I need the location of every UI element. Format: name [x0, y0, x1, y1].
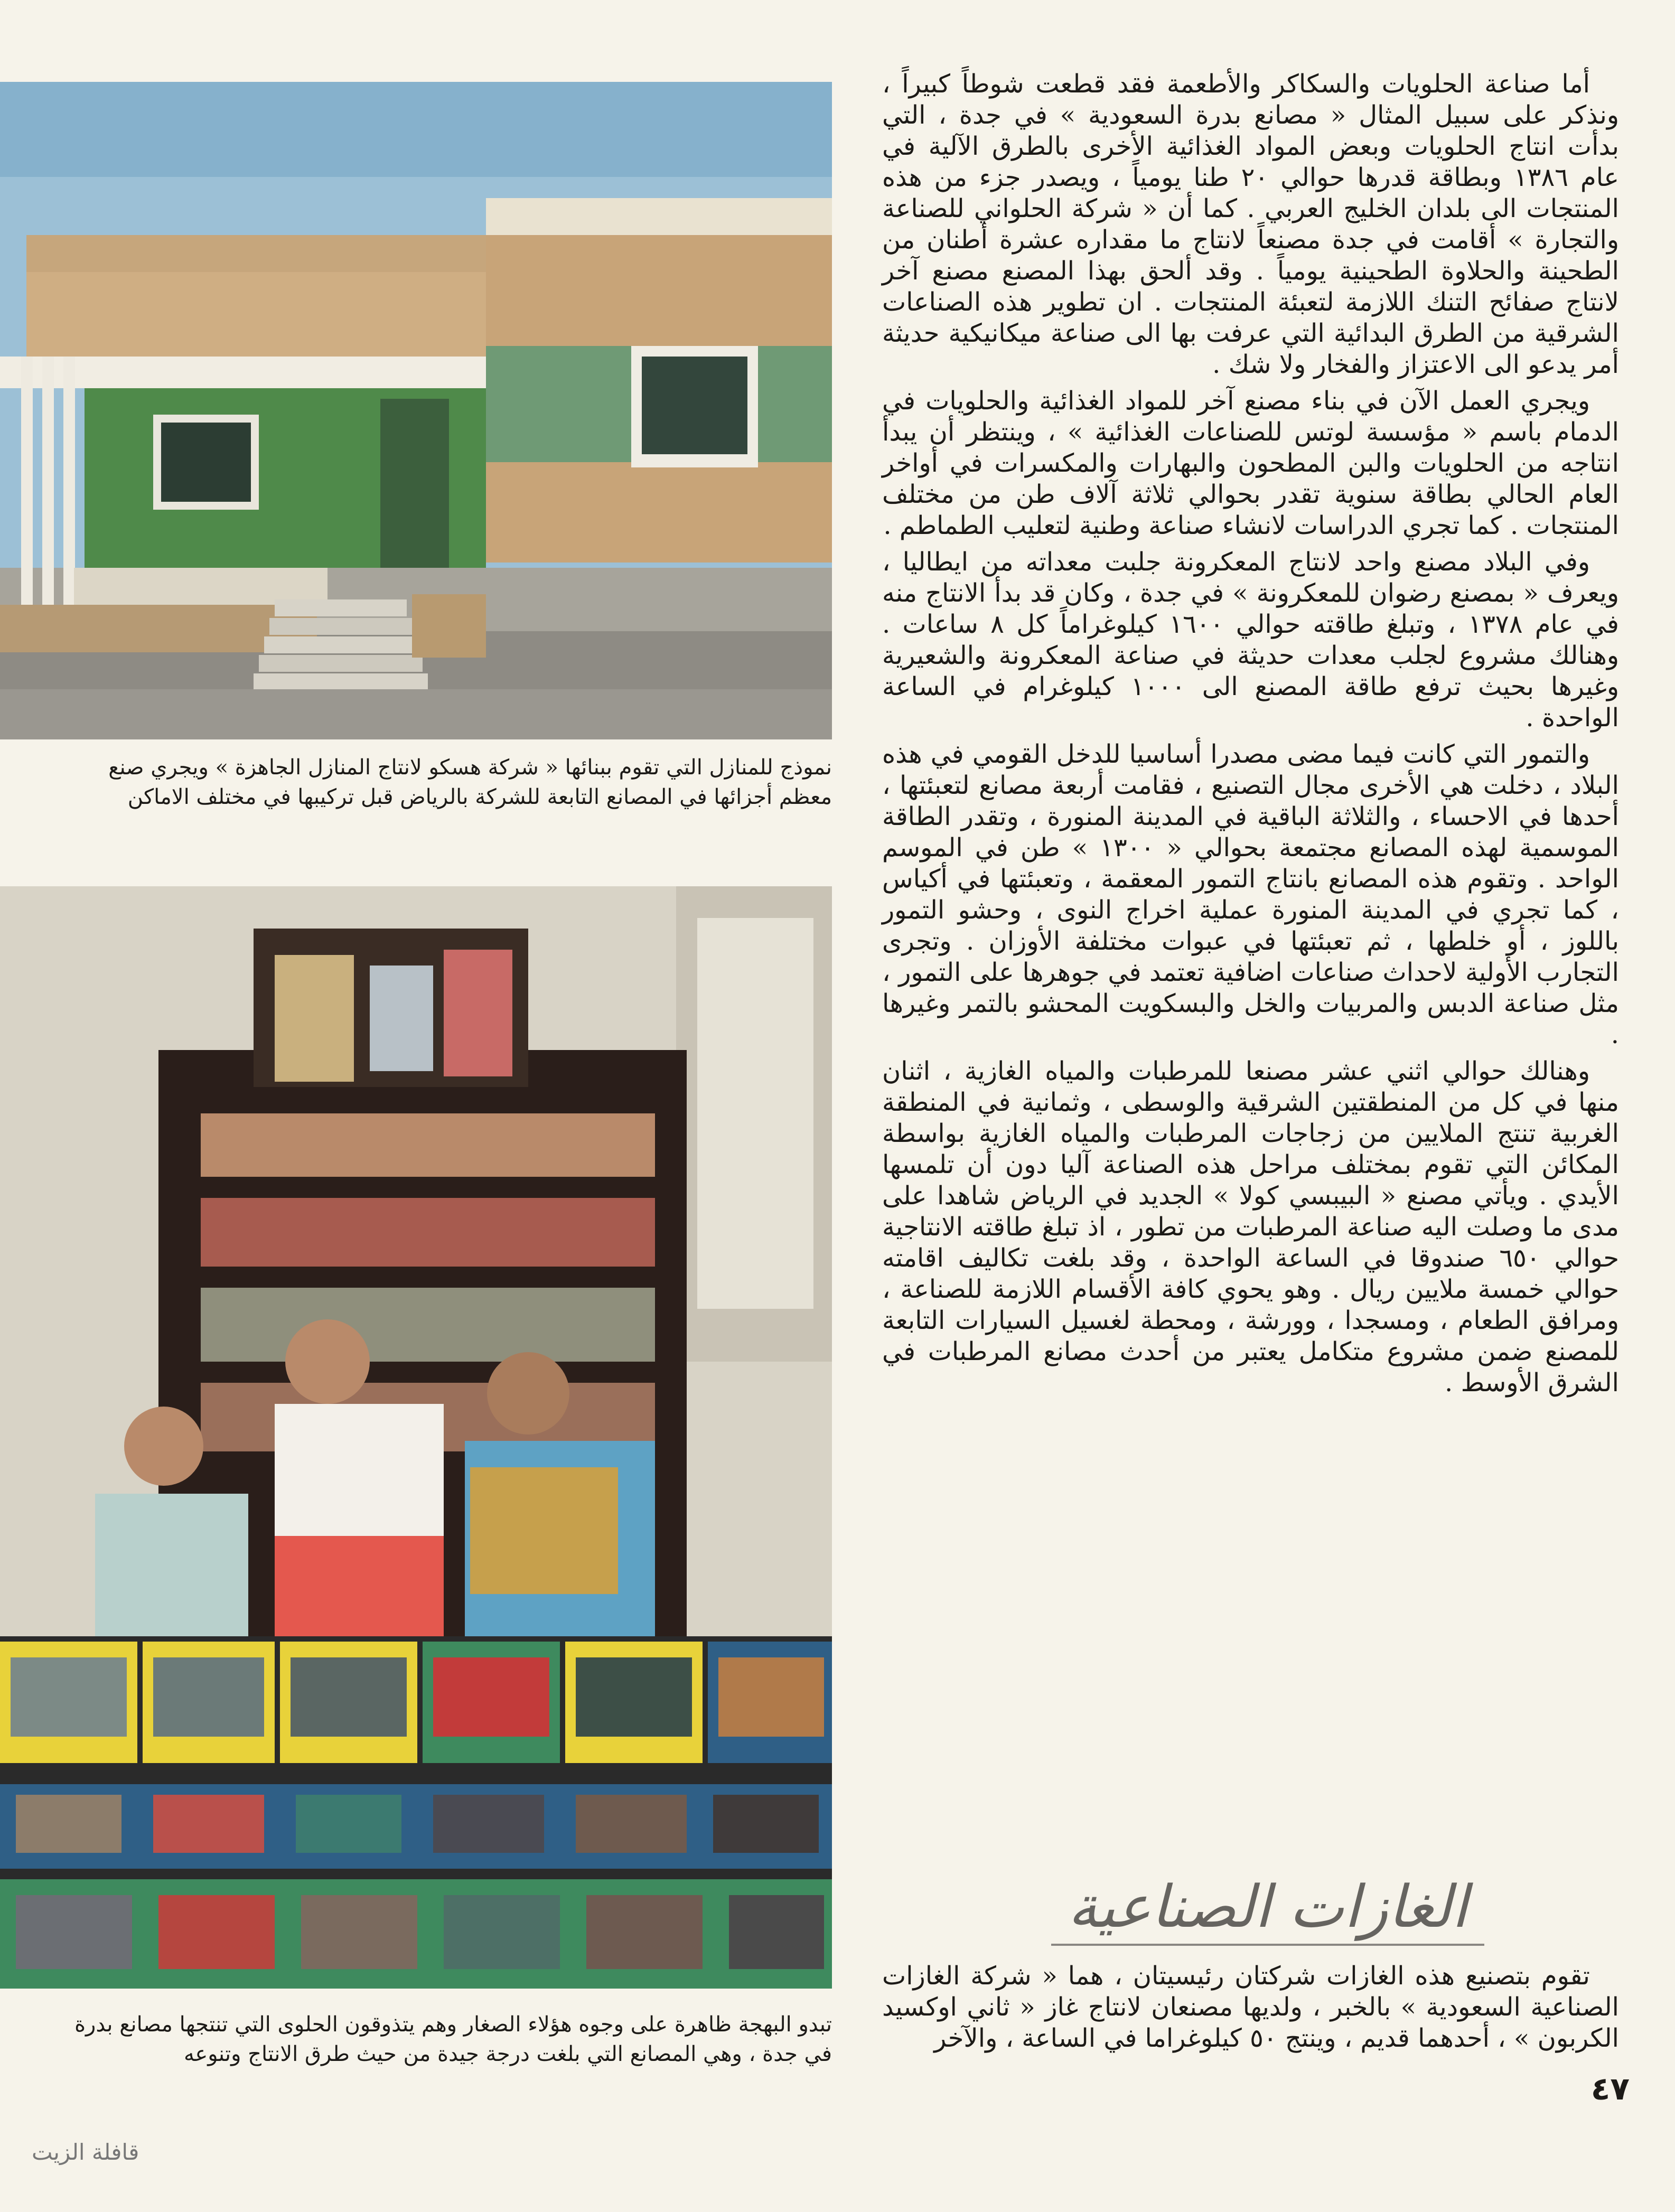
article-paragraph: والتمور التي كانت فيما مضى مصدرا أساسيا للدخل القومي في هذه البلاد ، دخلت هي الأخرى مجال التصنيع ، فقامت أربعة مصانع لتعبئتها ، أحدها في الاحساء ، والثلاثة الباقية في المدينة المنورة ، وتقدر الطاقة الموسمية لهذه المصانع مجتمعة بحوالي « ١٣٠٠ » طن في الموسم الواحد . وتقوم هذه المصانع بانتاج التمور المعقمة ، وتعبئتها في أكياس ، كما تجري في المدينة المنورة عملية اخراج النوى ، وحشو التمور باللوز ، أو خلطها ، ثم تعبئتها في عبوات مختلفة الأوزان . وتجرى التجارب الأولية لاحداث صناعات اضافية تعتمد في جوهرها على التمور ، مثل صناعة الدبس والمربيات والخل والبسكويت المحشو بالتمر وغيرها .: [882, 739, 1620, 1049]
article-paragraph: تقوم بتصنيع هذه الغازات شركتان رئيسيتان ، هما « شركة الغازات الصناعية السعودية » بالخبر ، ولديها مصنعان لانتاج غاز « ثاني اوكسيد الكربون » ، أحدهما قديم ، وينتج ٥٠ كيلوغراما في الساعة ، والآخر: [882, 1961, 1619, 2053]
article-paragraph: ويجري العمل الآن في بناء مصنع آخر للمواد الغذائية والحلويات في الدمام باسم « مؤسسة لوتس للصناعات الغذائية » ، وينتظر أن يبدأ انتاجه من الحلويات والبن المطحون والبهارات والمكسرات في أواخر العام الحالي بطاقة سنوية تقدر بحوالي ثلاثة آلاف طن من مختلف المنتجات . كما تجري الدراسات لانشاء صناعة وطنية لتعليب الطماطم .: [882, 386, 1619, 540]
page-number: ٤٧: [1590, 2070, 1630, 2107]
house-caption: [0, 753, 832, 812]
section-heading: الغازات الصناعية: [1068, 1873, 1468, 1941]
house-caption-line-2: معظم أجزائها في المصانع التابعة للشركة بالرياض قبل تركيبها في مختلف الاماكن: [127, 785, 832, 809]
house-photo: [0, 82, 832, 739]
article-body: [882, 69, 1619, 1404]
article-paragraph: وفي البلاد مصنع واحد لانتاج المعكرونة جلبت معداته من ايطاليا ، ويعرف « بمصنع رضوان للمعكرونة » في جدة ، وكان قد بدأ الانتاج منه في عام ١٣٧٨ ، وتبلغ طاقته حوالي ١٦٠٠ كيلوغراماً كل ٨ ساعات . وهنالك مشروع لجلب معدات حديثة في صناعة المعكرونة والشعيرية وغيرها بحيث ترفع طاقة المصنع الى ١٠٠٠ كيلوغرام في الساعة الواحدة .: [882, 547, 1620, 733]
magazine-name: قافلة الزيت: [32, 2139, 139, 2165]
house-caption-line-1: نموذج للمنازل التي تقوم ببنائها « شركة هسكو لانتاج المنازل الجاهزة » ويجري صنع: [108, 755, 832, 780]
sweets-caption-line-1: تبدو البهجة ظاهرة على وجوه هؤلاء الصغار وهم يتذوقون الحلوى التي تنتجها مصانع بدرة: [74, 2012, 832, 2037]
sweets-caption: [0, 2010, 832, 2069]
article-paragraph: أما صناعة الحلويات والسكاكر والأطعمة فقد قطعت شوطاً كبيراً ، ونذكر على سبيل المثال « مصانع بدرة السعودية » في جدة ، التي بدأت انتاج الحلويات وبعض المواد الغذائية الأخرى بالطرق الآلية في عام ١٣٨٦ وبطاقة قدرها حوالي ٢٠ طنا يومياً ، ويصدر جزء من هذه المنتجات الى بلدان الخليج العربي . كما أن « شركة الحلواني للصناعة والتجارة » أقامت في جدة مصنعاً لانتاج ما مقداره عشرة أطنان من الطحينة والحلاوة الطحينية يومياً . وقد ألحق بهذا المصنع مصنع آخر لانتاج صفائح التنك اللازمة لتعبئة المنتجات . ان تطوير هذه الصناعات الشرقية من الطرق البدائية التي عرفت بها الى صناعة ميكانيكية حديثة أمر يدعو الى الاعتزاز والفخار ولا شك .: [882, 69, 1619, 379]
article-paragraph: وهنالك حوالي اثني عشر مصنعا للمرطبات والمياه الغازية ، اثنان منها في كل من المنطقتين الشرقية والوسطى ، وثمانية في المنطقة الغربية تنتج الملايين من زجاجات المرطبات والمياه الغازية بواسطة المكائن التي تقوم بمختلف مراحل هذه الصناعة آليا دون أن تلمسها الأيدي . ويأتي مصنع « البيبسي كولا » الجديد في الرياض شاهدا على مدى ما وصلت اليه صناعة المرطبات من تطور ، اذ تبلغ طاقته الانتاجية حوالي ٦٥٠ صندوقا في الساعة الواحدة ، وقد بلغت تكاليف اقامته حوالي خمسة ملايين ريال . وهو يحوي كافة الأقسام اللازمة للصناعة ، ومرافق الطعام ، ومسجدا ، وورشة ، ومحطة لغسيل السيارات التابعة للمصنع ضمن مشروع متكامل يعتبر من أحدث مصانع المرطبات في الشرق الأوسط .: [882, 1056, 1619, 1398]
sweets-caption-line-2: في جدة ، وهي المصانع التي بلغت درجة جيدة من حيث طرق الانتاج وتنوعه: [183, 2042, 832, 2066]
heading-divider: [1051, 1944, 1484, 1946]
article-section-body: [882, 1961, 1619, 2054]
sweets-photo: [0, 886, 832, 1989]
